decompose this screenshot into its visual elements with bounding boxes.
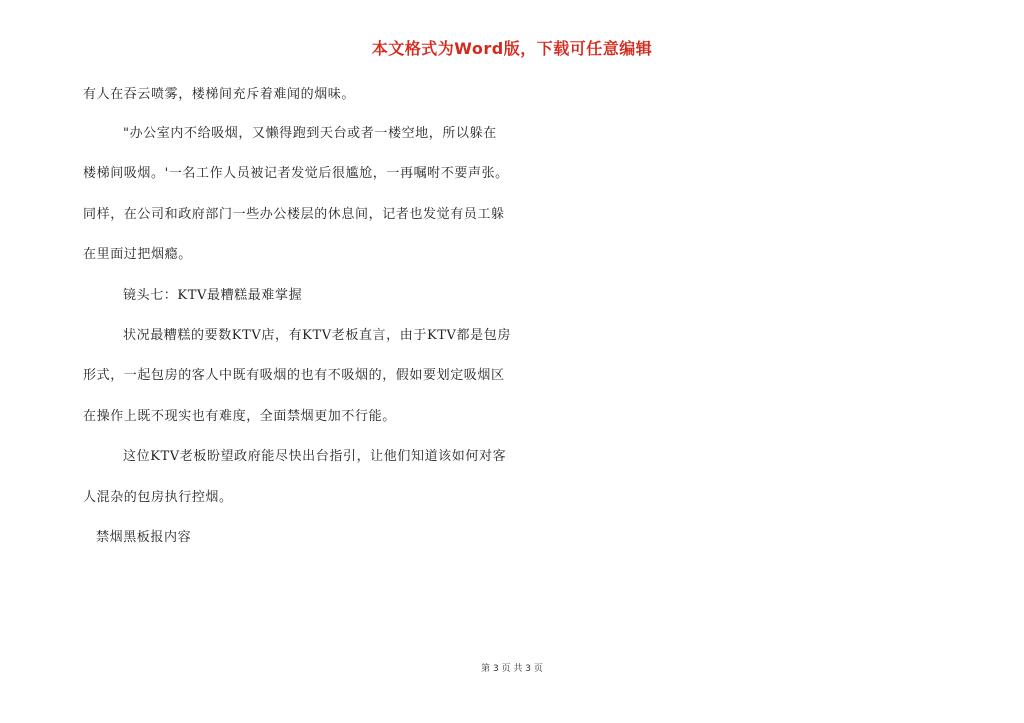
paragraph-line: 状况最糟糕的要数KTV店，有KTV老板直言，由于KTV都是包房 xyxy=(123,328,511,343)
paragraph-line: 人混杂的包房执行控烟。 xyxy=(83,490,233,505)
paragraph-line: "办公室内不给吸烟，又懒得跑到天台或者一楼空地，所以躲在 xyxy=(123,126,497,141)
paragraph-line: 这位KTV老板盼望政府能尽快出台指引，让他们知道该如何对客 xyxy=(123,449,507,464)
page-number-footer: 第 3 页 共 3 页 xyxy=(481,664,543,674)
word-format-banner: 本文格式为Word版，下载可任意编辑 xyxy=(371,39,653,58)
paragraph-line: 在操作上既不现实也有难度，全面禁烟更加不行能。 xyxy=(83,409,396,424)
section-heading: 镜头七：KTV最糟糕最难掌握 xyxy=(123,288,303,303)
paragraph-line: 形式，一起包房的客人中既有吸烟的也有不吸烟的，假如要划定吸烟区 xyxy=(83,368,505,383)
section-heading: 禁烟黑板报内容 xyxy=(96,530,192,545)
paragraph-line: 同样，在公司和政府部门一些办公楼层的休息间，记者也发觉有员工躲 xyxy=(83,207,505,222)
paragraph-line: 有人在吞云喷雾，楼梯间充斥着难闻的烟味。 xyxy=(83,87,356,102)
paragraph-line: 楼梯间吸烟。'一名工作人员被记者发觉后很尴尬，一再嘱咐不要声张。 xyxy=(83,166,509,181)
paragraph-line: 在里面过把烟瘾。 xyxy=(83,247,192,262)
